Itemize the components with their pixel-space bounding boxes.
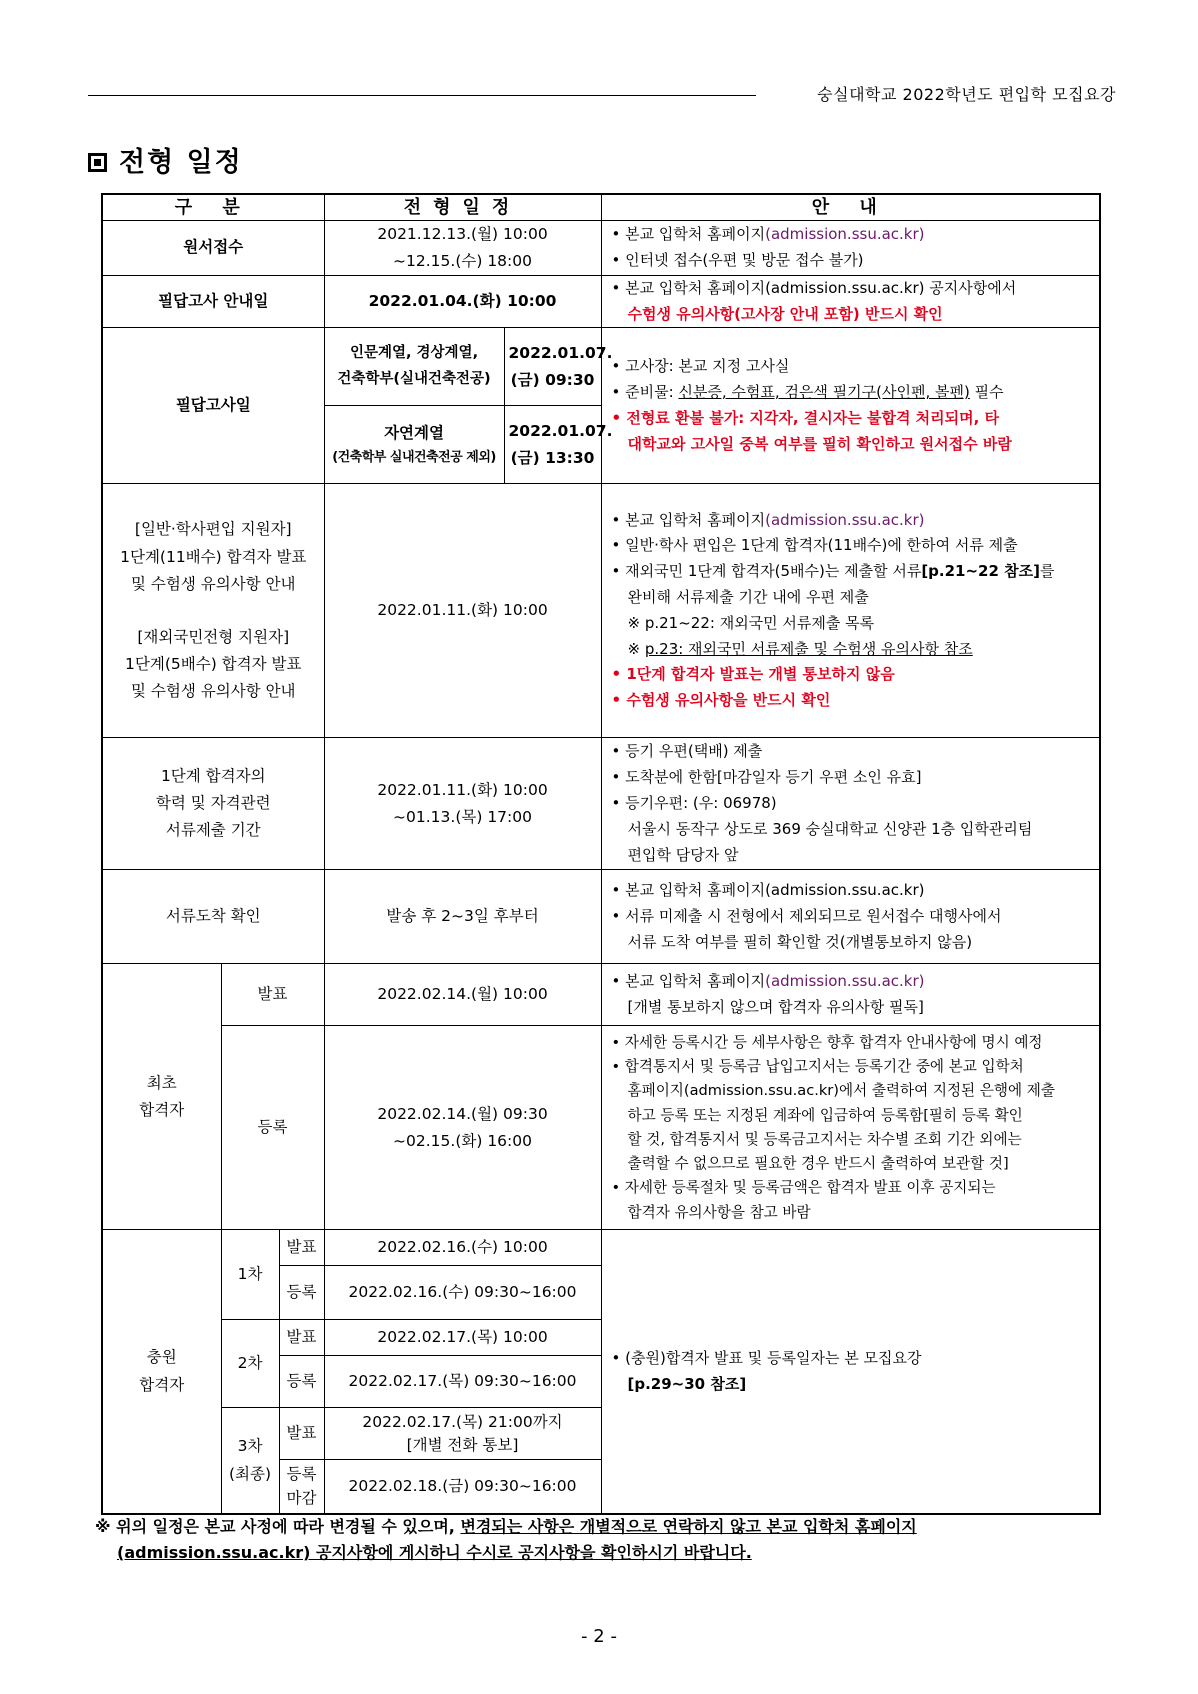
section-title-text: 전형 일정 bbox=[119, 147, 243, 178]
info-line: 홈페이지(admission.ssu.ac.kr)에서 출력하여 지정된 은행에 제출 bbox=[627, 1082, 1055, 1100]
info-line: • 자세한 등록시간 등 세부사항은 향후 합격자 안내사항에 명시 예정 bbox=[611, 1033, 1043, 1051]
info-line: • 등기우편: (우: 06978) bbox=[611, 793, 777, 812]
info-line: • 서류 미제출 시 전형에서 제외되므로 원서접수 대행사에서 bbox=[611, 906, 1002, 925]
info-line: • 재외국민 1단계 합격자(5배수)는 제출할 서류[p.21~22 참조]를 bbox=[611, 562, 1055, 581]
row-date: 2022.02.17.(목) 10:00 bbox=[324, 1320, 601, 1356]
row-info bbox=[601, 1026, 1100, 1230]
info-line: 서울시 동작구 상도로 369 숭실대학교 신양관 1층 입학관리팀 bbox=[627, 819, 1033, 838]
table-row bbox=[102, 275, 1100, 328]
date-line: 2021.12.13.(월) 10:00 bbox=[377, 224, 548, 243]
sub-label: 등록 bbox=[279, 1266, 324, 1320]
round-label: 2차 bbox=[221, 1320, 279, 1408]
table-row bbox=[102, 870, 1100, 964]
table-row bbox=[102, 328, 1100, 406]
round-label: 3차 (최종) bbox=[221, 1408, 279, 1514]
footnote-line: ※ 위의 일정은 본교 사정에 따라 변경될 수 있으며, 변경되는 사항은 개별적으로 연락하지 않고 본교 입학처 홈페이지 bbox=[95, 1517, 917, 1536]
row-label: 1단계 합격자의 학력 및 자격관련 서류제출 기간 bbox=[102, 738, 324, 870]
info-line: • 고사장: 본교 지정 고사실 bbox=[611, 357, 790, 376]
table-row bbox=[102, 484, 1100, 738]
section-title bbox=[88, 140, 243, 179]
exam-group-science: 자연계열 (건축학부 실내건축전공 제외) bbox=[324, 406, 504, 484]
row-date: 2022.02.17.(목) 21:00까지 [개별 전화 통보] bbox=[324, 1408, 601, 1460]
info-line: [개별 통보하지 않으며 합격자 유의사항 필독] bbox=[627, 997, 924, 1016]
date-line: ~12.15.(수) 18:00 bbox=[393, 251, 532, 270]
row-label: [일반·학사편입 지원자] 1단계(11배수) 합격자 발표 및 수험생 유의사항 안내 [재외국민전형 지원자] 1단계(5배수) 합격자 발표 및 수험생 유의사항 안내 bbox=[102, 484, 324, 738]
info-line-warning: • 수험생 유의사항을 반드시 확인 bbox=[611, 691, 831, 710]
row-info bbox=[601, 220, 1100, 275]
row-label: 필답고사 안내일 bbox=[102, 275, 324, 328]
info-line-warning: • 전형료 환불 불가: 지각자, 결시자는 불합격 처리되며, 타 bbox=[611, 408, 1000, 427]
sub-label: 발표 bbox=[221, 964, 324, 1026]
info-line: ※ p.23: 재외국민 서류제출 및 수험생 유의사항 참조 bbox=[627, 639, 973, 658]
row-info bbox=[601, 484, 1100, 738]
sub-label: 등록 마감 bbox=[279, 1460, 324, 1514]
table-header-row bbox=[102, 194, 1100, 220]
row-label: 서류도착 확인 bbox=[102, 870, 324, 964]
row-info bbox=[601, 275, 1100, 328]
exam-group-humanities: 인문계열, 경상계열, 건축학부(실내건축전공) bbox=[324, 328, 504, 406]
row-date: 2022.02.16.(수) 09:30~16:00 bbox=[324, 1266, 601, 1320]
info-line: 서류 도착 여부를 필히 확인할 것(개별통보하지 않음) bbox=[627, 932, 973, 951]
row-label: 원서접수 bbox=[102, 220, 324, 275]
header-schedule: 전형일정 bbox=[324, 194, 601, 220]
row-info bbox=[601, 738, 1100, 870]
info-line: 완비해 서류제출 기간 내에 우편 제출 bbox=[627, 588, 869, 607]
row-date: 2022.01.04.(화) 10:00 bbox=[324, 275, 601, 328]
info-line: [p.29~30 참조] bbox=[627, 1374, 747, 1393]
info-line: • 합격통지서 및 등록금 납입고지서는 등록기간 중에 본교 입학처 bbox=[611, 1058, 1024, 1076]
info-line: • 본교 입학처 홈페이지(admission.ssu.ac.kr) bbox=[611, 510, 925, 529]
row-date: 2022.02.14.(월) 09:30 ~02.15.(화) 16:00 bbox=[324, 1026, 601, 1230]
info-line: • 준비물: 신분증, 수험표, 검은색 필기구(사인펜, 볼펜) 필수 bbox=[611, 383, 1004, 402]
info-line-warning: 수험생 유의사항(고사장 안내 포함) 반드시 확인 bbox=[627, 304, 943, 323]
row-info bbox=[601, 870, 1100, 964]
info-line: 편입학 담당자 앞 bbox=[627, 845, 739, 864]
info-line: • 인터넷 접수(우편 및 방문 접수 불가) bbox=[611, 250, 864, 269]
info-line-warning: • 1단계 합격자 발표는 개별 통보하지 않음 bbox=[611, 665, 895, 684]
info-line: ※ p.21~22: 재외국민 서류제출 목록 bbox=[627, 613, 875, 632]
footnote-line: (admission.ssu.ac.kr) 공지사항에 게시하니 수시로 공지사항을 확인하시기 바랍니다. bbox=[117, 1543, 752, 1563]
info-line: • 등기 우편(택배) 제출 bbox=[611, 742, 763, 761]
info-line-warning: 대학교와 고사일 중복 여부를 필히 확인하고 원서접수 바람 bbox=[627, 434, 1012, 453]
header-info: 안 내 bbox=[601, 194, 1100, 220]
page-number: - 2 - bbox=[581, 1626, 617, 1647]
sub-label: 등록 bbox=[279, 1356, 324, 1408]
info-line: • 본교 입학처 홈페이지(admission.ssu.ac.kr) bbox=[611, 972, 925, 991]
table-row bbox=[102, 738, 1100, 870]
schedule-table bbox=[101, 193, 1101, 1515]
info-line: • 자세한 등록절차 및 등록금액은 합격자 발표 이후 공지되는 bbox=[611, 1179, 996, 1197]
sub-label: 발표 bbox=[279, 1230, 324, 1266]
info-line: • (충원)합격자 발표 및 등록일자는 본 모집요강 bbox=[611, 1348, 922, 1367]
info-line: • 도착분에 한함[마감일자 등기 우편 소인 유효] bbox=[611, 768, 922, 787]
info-line: 할 것, 합격통지서 및 등록금고지서는 차수별 조회 기간 외에는 bbox=[627, 1130, 1022, 1148]
sub-label: 발표 bbox=[279, 1408, 324, 1460]
info-line: • 본교 입학처 홈페이지(admission.ssu.ac.kr) 공지사항에서 bbox=[611, 278, 1017, 297]
exam-date-pm: 2022.01.07. (금) 13:30 bbox=[504, 406, 601, 484]
row-info bbox=[601, 964, 1100, 1026]
footnote bbox=[95, 1514, 1105, 1567]
exam-date-am: 2022.01.07. (금) 09:30 bbox=[504, 328, 601, 406]
table-row bbox=[102, 220, 1100, 275]
info-line: 합격자 유의사항을 참고 바람 bbox=[627, 1203, 811, 1221]
sub-label: 발표 bbox=[279, 1320, 324, 1356]
table-row bbox=[102, 1230, 1100, 1266]
round-label: 1차 bbox=[221, 1230, 279, 1320]
info-line: • 본교 입학처 홈페이지(admission.ssu.ac.kr) bbox=[611, 224, 925, 243]
row-date: 발송 후 2~3일 후부터 bbox=[324, 870, 601, 964]
row-label: 충원 합격자 bbox=[102, 1230, 221, 1514]
row-label: 최초 합격자 bbox=[102, 964, 221, 1230]
row-date: 2022.02.16.(수) 10:00 bbox=[324, 1230, 601, 1266]
square-bullet-icon bbox=[88, 153, 107, 172]
table-row bbox=[102, 1026, 1100, 1230]
row-date: 2022.02.18.(금) 09:30~16:00 bbox=[324, 1460, 601, 1514]
info-line: • 일반·학사 편입은 1단계 합격자(11배수)에 한하여 서류 제출 bbox=[611, 536, 1018, 555]
header-category: 구 분 bbox=[102, 194, 324, 220]
document-header: 숭실대학교 2022학년도 편입학 모집요강 bbox=[817, 85, 1116, 104]
row-date: 2022.02.14.(월) 10:00 bbox=[324, 964, 601, 1026]
info-line: 출력할 수 없으므로 필요한 경우 반드시 출력하여 보관할 것] bbox=[627, 1155, 1009, 1173]
row-date: 2022.02.17.(목) 09:30~16:00 bbox=[324, 1356, 601, 1408]
row-date: 2022.01.11.(화) 10:00 ~01.13.(목) 17:00 bbox=[324, 738, 601, 870]
info-line: • 본교 입학처 홈페이지(admission.ssu.ac.kr) bbox=[611, 881, 925, 900]
row-info bbox=[601, 328, 1100, 484]
header-rule bbox=[88, 95, 756, 96]
info-line: 하고 등록 또는 지정된 계좌에 입금하여 등록함[필히 등록 확인 bbox=[627, 1106, 1023, 1124]
sub-label: 등록 bbox=[221, 1026, 324, 1230]
table-row bbox=[102, 964, 1100, 1026]
row-date: 2022.01.11.(화) 10:00 bbox=[324, 484, 601, 738]
row-label: 필답고사일 bbox=[102, 328, 324, 484]
row-info bbox=[601, 1230, 1100, 1514]
row-date bbox=[324, 220, 601, 275]
